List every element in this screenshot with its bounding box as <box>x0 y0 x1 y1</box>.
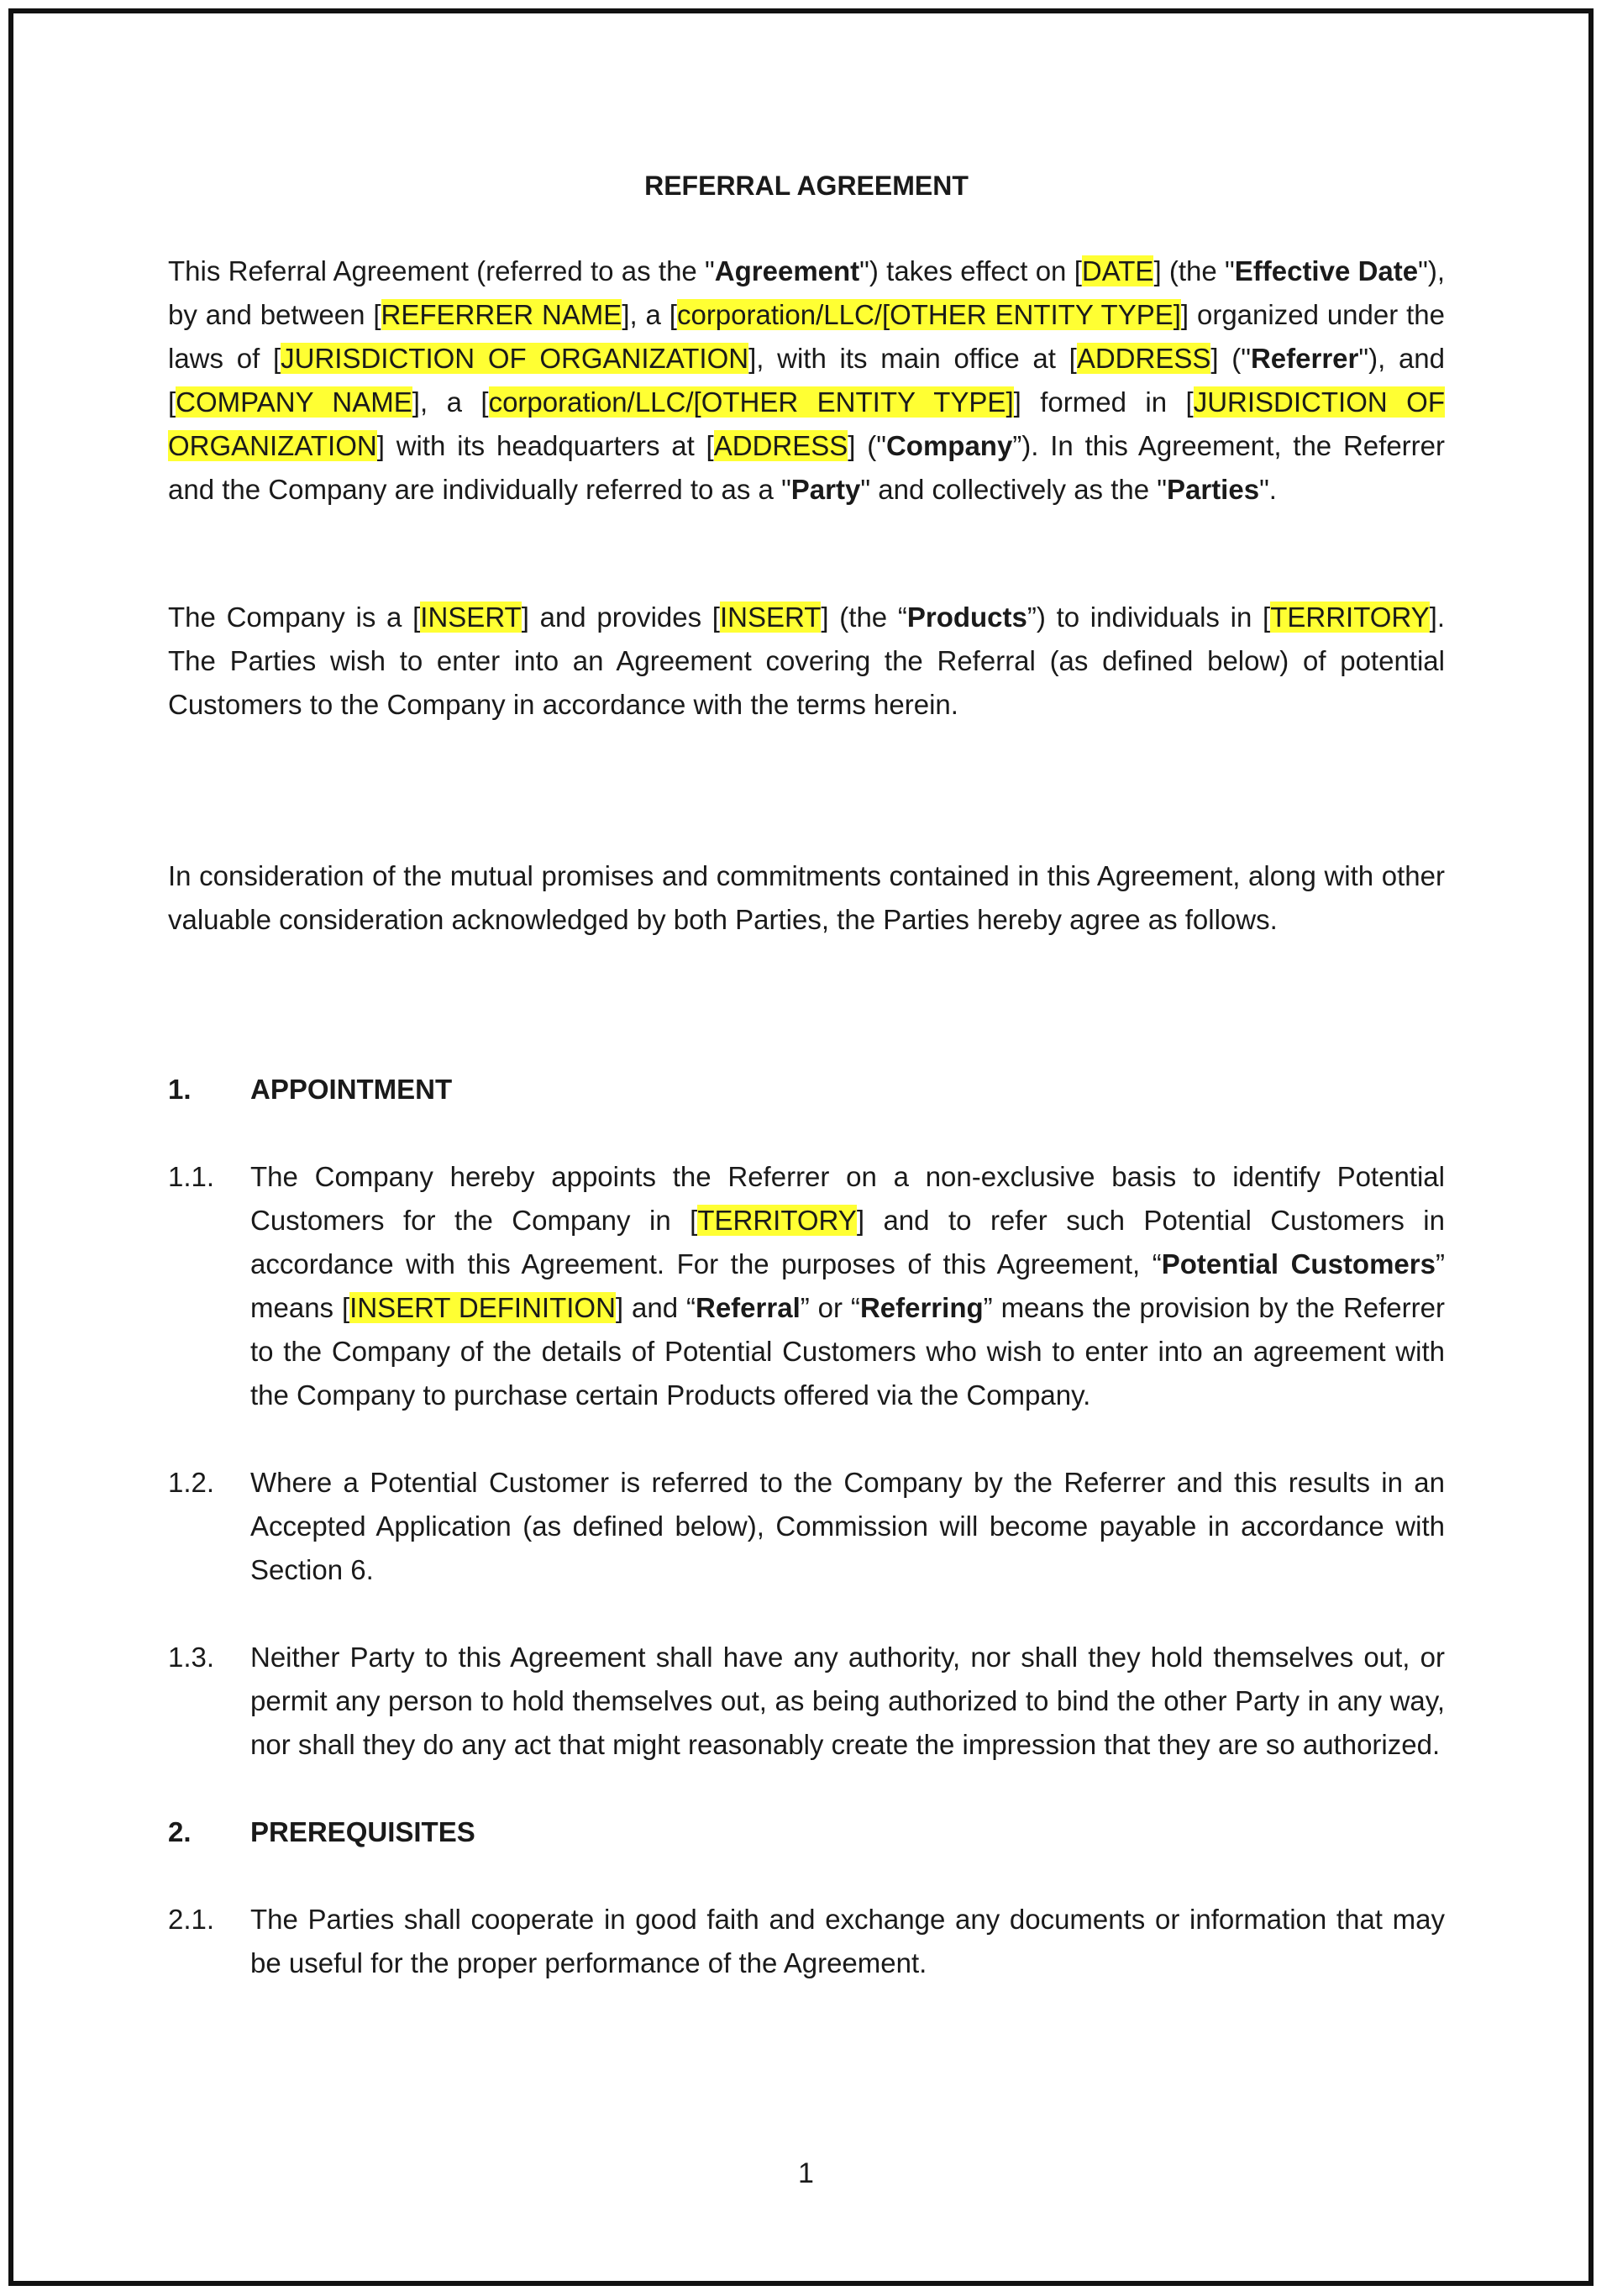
clause-number: 1.1. <box>168 1161 215 1192</box>
placeholder-company-type[interactable]: INSERT <box>420 602 522 633</box>
clause-1-3 <box>168 1636 1445 1767</box>
clause-1-1 <box>168 1155 1445 1417</box>
section-heading-appointment <box>168 1068 1445 1111</box>
placeholder-company-name[interactable]: COMPANY NAME <box>176 386 412 418</box>
clause-text: Where a Potential Customer is referred to the Company by the Referrer and this results in an Accepted Application (as defined below), Commission will become payable in accordance with Section 6. <box>250 1467 1445 1585</box>
placeholder-company-address[interactable]: ADDRESS <box>713 430 848 461</box>
clause-text: The Parties shall cooperate in good faith and exchange any documents or information that may be useful for the proper performance of the Agreement. <box>250 1904 1445 1978</box>
placeholder-products[interactable]: INSERT <box>719 602 822 633</box>
section-number: 1. <box>168 1074 192 1105</box>
placeholder-company-jurisdiction[interactable]: JURISDICTION OF ORGANIZATION <box>168 386 1445 461</box>
placeholder-referrer-address[interactable]: ADDRESS <box>1076 343 1211 374</box>
document-title: REFERRAL AGREEMENT <box>644 171 969 201</box>
section-heading-prerequisites <box>168 1810 1445 1854</box>
placeholder-territory[interactable]: TERRITORY <box>697 1205 857 1236</box>
clause-number: 1.2. <box>168 1467 215 1498</box>
clause-text: The Company hereby appoints the Referrer on a non-exclusive basis to identify Potential Customers for the Company in [TERRITORY] and to refer such Potential Customers in accordance with this Agreement. For the purposes of this Agreement, “Potential Customers” means [INSERT DEFINITION] and “Referral” or “Referring” means the provision by the Referrer to the Company of the details of Potential Customers who wish to enter into an agreement with the Company to purchase certain Products offered via the Company. <box>250 1161 1445 1411</box>
clause-number: 1.3. <box>168 1642 215 1673</box>
clause-2-1 <box>168 1898 1445 1985</box>
placeholder-referrer-name[interactable]: REFERRER NAME <box>381 299 622 330</box>
document-body <box>168 164 1445 1985</box>
placeholder-referrer-jurisdiction[interactable]: JURISDICTION OF ORGANIZATION <box>281 343 749 374</box>
placeholder-date[interactable]: DATE <box>1081 255 1154 286</box>
section-number: 2. <box>168 1816 192 1847</box>
placeholder-referrer-entity-type[interactable]: corporation/LLC/[OTHER ENTITY TYPE] <box>676 299 1181 330</box>
page-number: 1 <box>798 2157 814 2189</box>
section-title: APPOINTMENT <box>250 1074 453 1105</box>
section-title: PREREQUISITES <box>250 1816 475 1847</box>
intro-paragraph-2: The Company is a [INSERT] and provides [INSERT] (the “Products”) to individuals in [TERRITORY]. The Parties wish to enter into an Agreement covering the Referral (as defined below) of potential Customers to the Company in accordance with the terms herein. <box>168 602 1446 720</box>
placeholder-company-entity-type[interactable]: corporation/LLC/[OTHER ENTITY TYPE] <box>488 386 1014 418</box>
placeholder-territory[interactable]: TERRITORY <box>1270 602 1430 633</box>
intro-paragraph-1: This Referral Agreement (referred to as the "Agreement") takes effect on [DATE] (the "Effective Date"), by and between [REFERRER NAME], a [corporation/LLC/[OTHER ENTITY TYPE]] organized under the laws of [JURISDICTION OF ORGANIZATION], with its main office at [ADDRESS] ("Referrer"), and [COMPANY NAME], a [corporation/LLC/[OTHER ENTITY TYPE]] formed in [JURISDICTION OF ORGANIZATION] with its headquarters at [ADDRESS] ("Company”). In this Agreement, the Referrer and the Company are individually referred to as a "Party" and collectively as the "Parties". <box>168 255 1446 505</box>
intro-paragraph-3: In consideration of the mutual promises and commitments contained in this Agreement, along with other valuable consideration acknowledged by both Parties, the Parties hereby agree as follows. <box>168 860 1445 935</box>
clause-number: 2.1. <box>168 1904 215 1935</box>
clause-text: Neither Party to this Agreement shall have any authority, nor shall they hold themselves out, or permit any person to hold themselves out, as being authorized to bind the other Party in any way, nor shall they do any act that might reasonably create the impression that they are so authorized. <box>250 1642 1445 1760</box>
placeholder-insert-definition[interactable]: INSERT DEFINITION <box>349 1292 616 1323</box>
clause-1-2 <box>168 1461 1445 1592</box>
